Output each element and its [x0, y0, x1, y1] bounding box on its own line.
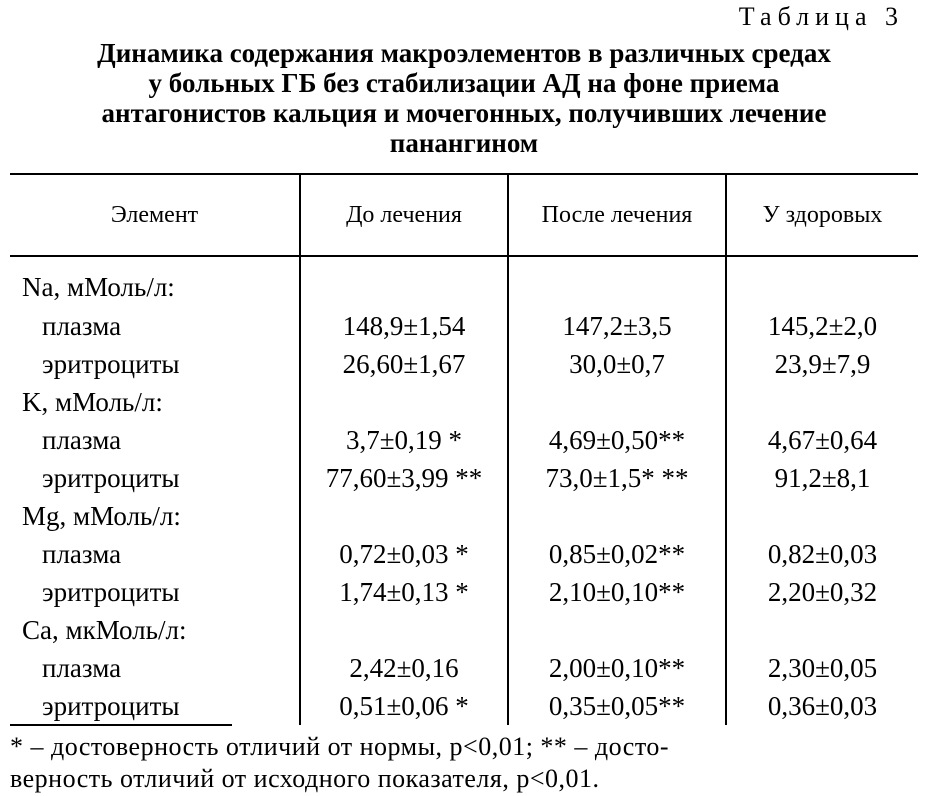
row-label: плазма	[42, 653, 122, 683]
cell-healthy: 0,82±0,03	[726, 535, 918, 573]
cell-before: 77,60±3,99 **	[300, 459, 508, 497]
cell-after: 0,85±0,02**	[508, 535, 726, 573]
cell-before: 1,74±0,13 *	[300, 573, 508, 611]
group-row-ca	[10, 611, 918, 649]
cell-healthy: 145,2±2,0	[726, 307, 918, 345]
cell-healthy: 0,36±0,03	[726, 687, 918, 725]
header-row	[10, 174, 918, 256]
row-label: плазма	[42, 539, 122, 569]
column-header-healthy: У здоровых	[726, 174, 918, 256]
row-label: эритроциты	[42, 691, 180, 721]
footnote-line: * – достоверность отличий от нормы, p<0,01; ** – досто-	[10, 732, 670, 761]
cell-after: 147,2±3,5	[508, 307, 726, 345]
row-label: эритроциты	[42, 577, 180, 607]
table-row	[10, 345, 918, 383]
group-label: Ca, мкМоль/л:	[22, 615, 187, 645]
table-row	[10, 573, 918, 611]
cell-after: 2,10±0,10**	[508, 573, 726, 611]
cell-healthy: 23,9±7,9	[726, 345, 918, 383]
table-row	[10, 307, 918, 345]
group-label: Mg, мМоль/л:	[22, 501, 181, 531]
table-row	[10, 687, 918, 725]
cell-healthy: 4,67±0,64	[726, 421, 918, 459]
row-label: плазма	[42, 311, 122, 341]
cell-healthy: 2,20±0,32	[726, 573, 918, 611]
column-header-element: Элемент	[10, 174, 300, 256]
cell-after: 0,35±0,05**	[508, 687, 726, 725]
table-row	[10, 421, 918, 459]
column-header-after: После лечения	[508, 174, 726, 256]
table-title	[0, 38, 928, 158]
cell-before: 148,9±1,54	[300, 307, 508, 345]
cell-before: 2,42±0,16	[300, 649, 508, 687]
row-label: эритроциты	[42, 463, 180, 493]
cell-after: 2,00±0,10**	[508, 649, 726, 687]
table-row	[10, 459, 918, 497]
footnote	[10, 731, 910, 795]
title-line: антагонистов кальция и мочегонных, получивших лечение	[101, 98, 827, 128]
footnote-line: верность отличий от исходного показателя, p<0,01.	[10, 764, 600, 793]
cell-before: 0,72±0,03 *	[300, 535, 508, 573]
column-header-before: До лечения	[300, 174, 508, 256]
cell-healthy: 91,2±8,1	[726, 459, 918, 497]
table-number: Таблица 3	[738, 2, 904, 31]
title-line: Динамика содержания макроэлементов в различных средах	[97, 38, 831, 68]
group-row-mg	[10, 497, 918, 535]
title-line: у больных ГБ без стабилизации АД на фоне приема	[148, 68, 780, 98]
cell-before: 3,7±0,19 *	[300, 421, 508, 459]
cell-after: 30,0±0,7	[508, 345, 726, 383]
cell-before: 26,60±1,67	[300, 345, 508, 383]
group-row-na	[10, 256, 918, 307]
table-row	[10, 649, 918, 687]
cell-after: 4,69±0,50**	[508, 421, 726, 459]
cell-before: 0,51±0,06 *	[300, 687, 508, 725]
group-row-k	[10, 383, 918, 421]
row-label: эритроциты	[42, 349, 180, 379]
title-line: панангином	[389, 128, 539, 158]
table-row	[10, 535, 918, 573]
cell-after: 73,0±1,5* **	[508, 459, 726, 497]
cell-healthy: 2,30±0,05	[726, 649, 918, 687]
footnote-divider	[10, 724, 232, 726]
group-label: K, мМоль/л:	[22, 387, 163, 417]
row-label: плазма	[42, 425, 122, 455]
group-label: Na, мМоль/л:	[22, 272, 175, 302]
data-table	[10, 173, 918, 725]
